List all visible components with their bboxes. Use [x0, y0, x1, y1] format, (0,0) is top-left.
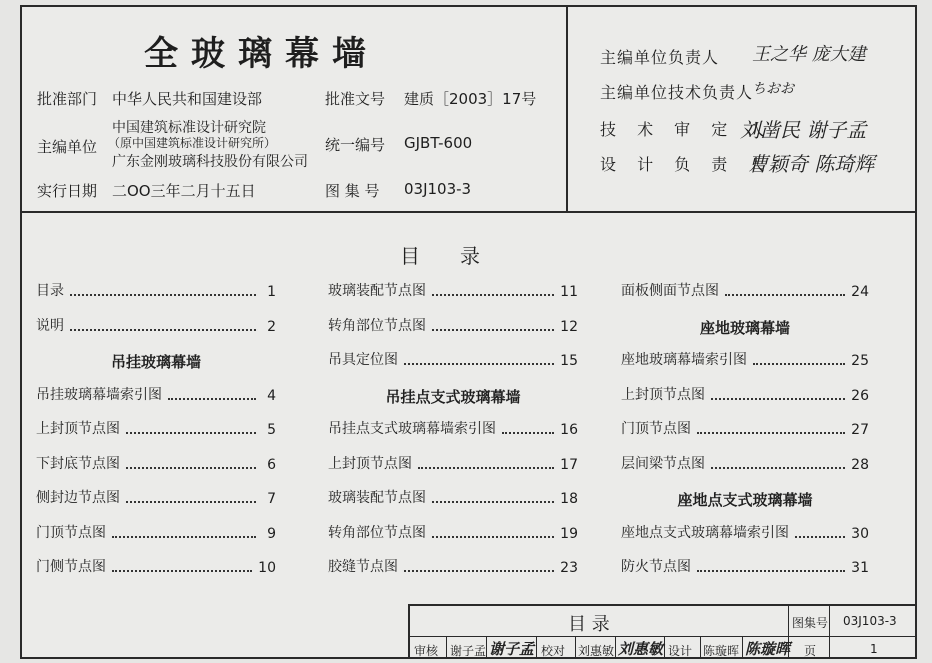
toc-entry-page: 5	[267, 422, 276, 438]
responsible-role-designer: 设 计 负 责 人	[600, 155, 773, 174]
toc-entry-title: 面板侧面节点图	[621, 283, 719, 299]
toc-entry[interactable]	[621, 349, 869, 369]
toc-entry-title: 座地玻璃幕墙索引图	[621, 352, 747, 368]
toc-entry-page: 1	[267, 284, 276, 300]
toc-entry-title: 座地点支式玻璃幕墙索引图	[621, 524, 789, 541]
header-bottom-rule	[20, 211, 917, 213]
toc-entry[interactable]	[36, 315, 276, 335]
toc-entry-title: 转角部位节点图	[328, 317, 426, 334]
toc-entry-page: 12	[560, 318, 578, 335]
toc-entry-page: 23	[560, 560, 578, 576]
toc-entry-page: 24	[851, 284, 869, 300]
toc-entry[interactable]	[328, 487, 578, 507]
toc-leader-dots	[432, 329, 554, 331]
toc-leader-dots	[126, 501, 256, 503]
toc-entry-title: 玻璃装配节点图	[328, 283, 426, 299]
toc-leader-dots	[697, 432, 845, 434]
toc-entry[interactable]	[328, 453, 578, 473]
toc-entry[interactable]	[621, 522, 869, 542]
toc-leader-dots	[795, 536, 845, 538]
toc-leader-dots	[711, 467, 845, 469]
toc-section-heading: 座地玻璃幕墙	[699, 318, 790, 337]
toc-leader-dots	[70, 329, 256, 331]
design-label: 设计	[668, 644, 693, 658]
responsible-role-chief-unit: 主编单位负责人	[600, 48, 720, 67]
toc-entry-title: 上封顶节点图	[328, 455, 412, 472]
review-name: 谢子孟	[450, 644, 487, 658]
page-label: 页	[804, 644, 817, 658]
signature-reviewer: 刘凿民 谢子孟	[740, 118, 867, 142]
design-name: 陈璇晖	[703, 644, 740, 658]
toc-entry[interactable]	[621, 556, 869, 576]
toc-entry-page: 4	[267, 387, 276, 404]
toc-leader-dots	[418, 467, 554, 469]
title-block-name: 目 录	[568, 614, 610, 635]
title-block-atlas-value: 03J103-3	[843, 614, 897, 628]
toc-leader-dots	[432, 536, 554, 538]
toc-entry[interactable]	[328, 522, 578, 542]
toc-entry-title: 说明	[36, 317, 64, 334]
editor-line3: 广东金刚玻璃科技股份有限公司	[112, 154, 308, 170]
approval-doc-value: 建质［2003］17号	[404, 90, 537, 108]
atlas-title: 全玻璃幕墙	[144, 34, 379, 74]
toc-entry-title: 胶缝节点图	[328, 559, 398, 575]
toc-leader-dots	[168, 398, 256, 400]
toc-section-heading: 座地点支式玻璃幕墙	[677, 491, 813, 509]
toc-section-heading: 吊挂玻璃幕墙	[110, 353, 201, 371]
toc-title: 目录	[400, 244, 520, 268]
toc-entry-page: 15	[560, 353, 578, 369]
toc-entry-page: 25	[851, 353, 869, 369]
check-label: 校对	[541, 644, 566, 658]
toc-entry-page: 7	[267, 491, 276, 507]
toc-leader-dots	[697, 570, 845, 572]
toc-entry-title: 吊挂玻璃幕墙索引图	[36, 386, 162, 403]
toc-entry-title: 防火节点图	[621, 559, 691, 575]
toc-entry-title: 上封顶节点图	[36, 421, 120, 437]
toc-entry-title: 门侧节点图	[36, 559, 106, 575]
header-divider	[566, 5, 568, 212]
toc-entry-page: 11	[560, 284, 578, 300]
toc-entry[interactable]	[621, 418, 869, 438]
toc-entry-title: 门顶节点图	[621, 421, 691, 437]
toc-entry[interactable]	[621, 384, 869, 404]
toc-entry[interactable]	[36, 418, 276, 438]
toc-leader-dots	[70, 294, 256, 296]
toc-entry-page: 18	[560, 491, 578, 507]
toc-entry-page: 10	[258, 560, 276, 576]
toc-entry-page: 30	[851, 525, 869, 542]
toc-entry-page: 16	[560, 422, 578, 438]
toc-entry-title: 转角部位节点图	[328, 524, 426, 541]
toc-entry-page: 31	[851, 560, 869, 576]
toc-entry-page: 6	[267, 456, 276, 473]
editor-label: 主编单位	[37, 138, 98, 156]
atlas-no-label: 图 集 号	[325, 182, 380, 200]
toc-entry-title: 侧封边节点图	[36, 490, 120, 506]
unified-no-label: 统一编号	[325, 136, 386, 154]
toc-leader-dots	[432, 501, 554, 503]
review-signature: 谢子孟	[489, 640, 535, 658]
editor-line2: （原中国建筑标准设计研究所）	[108, 136, 277, 150]
toc-entry-page: 2	[267, 318, 276, 335]
toc-entry[interactable]	[36, 453, 276, 473]
toc-entry-page: 19	[560, 525, 578, 542]
toc-leader-dots	[126, 467, 256, 469]
toc-leader-dots	[404, 363, 554, 365]
effective-date-value: 二OO三年二月十五日	[112, 182, 256, 200]
toc-entry-page: 9	[267, 525, 276, 542]
toc-entry-title: 门顶节点图	[36, 524, 106, 541]
toc-entry[interactable]	[328, 315, 578, 335]
page-value: 1	[870, 642, 878, 656]
signature-tech-lead: ちおお	[752, 81, 794, 97]
toc-entry-page: 27	[851, 422, 869, 438]
toc-entry[interactable]	[621, 280, 869, 300]
toc-leader-dots	[404, 570, 554, 572]
toc-leader-dots	[112, 536, 256, 538]
signature-designer: 曹颖奇 陈琦辉	[748, 152, 875, 176]
toc-entry-title: 层间梁节点图	[621, 455, 705, 472]
toc-entry[interactable]	[328, 556, 578, 576]
toc-leader-dots	[432, 294, 554, 296]
toc-entry[interactable]	[36, 487, 276, 507]
toc-leader-dots	[711, 398, 845, 400]
toc-entry-title: 目录	[36, 283, 64, 299]
check-signature: 刘惠敏	[618, 640, 664, 658]
toc-leader-dots	[502, 432, 554, 434]
toc-entry-title: 玻璃装配节点图	[328, 490, 426, 506]
title-block-atlas-label: 图集号	[792, 616, 829, 630]
signature-chief-unit: 王之华 庞大建	[752, 44, 866, 65]
toc-entry[interactable]	[328, 418, 578, 438]
design-signature: 陈璇晖	[745, 640, 791, 658]
check-name: 刘惠敏	[578, 644, 615, 658]
toc-entry[interactable]	[621, 453, 869, 473]
toc-entry-page: 17	[560, 456, 578, 473]
toc-leader-dots	[725, 294, 845, 296]
unified-no-value: GJBT-600	[404, 134, 473, 152]
toc-entry[interactable]	[36, 384, 276, 404]
toc-entry-title: 吊具定位图	[328, 352, 398, 368]
toc-entry[interactable]	[328, 349, 578, 369]
approval-doc-label: 批准文号	[325, 90, 386, 108]
atlas-no-value: 03J103-3	[404, 180, 472, 198]
approval-dept-value: 中华人民共和国建设部	[112, 90, 263, 108]
toc-entry[interactable]	[36, 280, 276, 300]
toc-leader-dots	[753, 363, 845, 365]
toc-entry[interactable]	[36, 556, 276, 576]
toc-entry-page: 28	[851, 456, 869, 473]
toc-entry[interactable]	[36, 522, 276, 542]
responsible-role-reviewer: 技 术 审 定 人	[600, 120, 773, 139]
toc-entry-title: 吊挂点支式玻璃幕墙索引图	[328, 421, 496, 437]
responsible-role-tech-lead: 主编单位技术负责人	[600, 83, 754, 102]
review-label: 审核	[414, 644, 439, 658]
toc-entry-page: 26	[851, 387, 869, 404]
effective-date-label: 实行日期	[37, 182, 98, 200]
toc-entry-title: 下封底节点图	[36, 455, 120, 472]
toc-section-heading: 吊挂点支式玻璃幕墙	[385, 387, 521, 406]
editor-line1: 中国建筑标准设计研究院	[112, 120, 266, 136]
approval-dept-label: 批准部门	[37, 90, 98, 108]
toc-leader-dots	[126, 432, 256, 434]
title-block	[408, 604, 917, 659]
toc-entry-title: 上封顶节点图	[621, 386, 705, 403]
toc-leader-dots	[112, 570, 252, 572]
toc-entry[interactable]	[328, 280, 578, 300]
